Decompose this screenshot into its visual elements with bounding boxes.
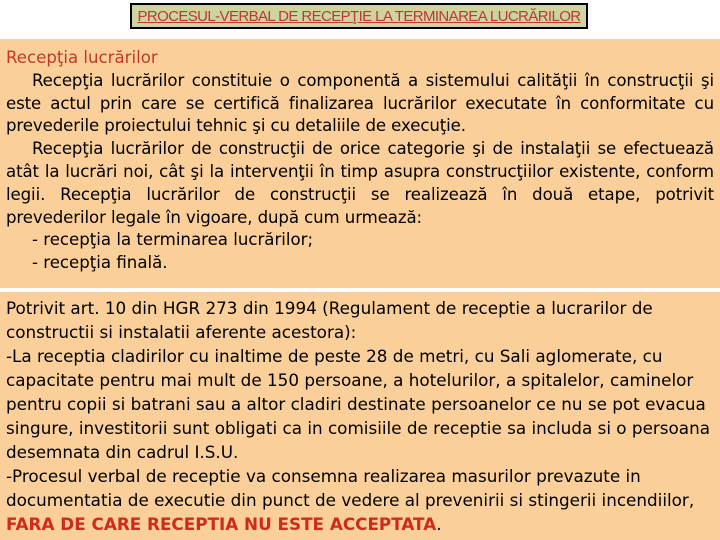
rule-end: . <box>436 514 442 534</box>
section-heading: Recepţia lucrărilor <box>6 48 158 67</box>
page-title: PROCESUL-VERBAL DE RECEPŢIE LA TERMINAREA LUCRĂRILOR <box>137 8 581 25</box>
regulation-rule-fire <box>6 464 714 536</box>
regulation-rule-isu: -La receptia cladirilor cu inaltime de peste 28 de metri, cu Sali aglomerate, cu capacitate pentru mai mult de 150 persoane, a hotelurilor, a spitalelor, caminelor pentru copii si batrani sau a altor cladiri destinate persoanelor ce nu se pot evacua singure, investitorii sunt obligati ca in comisiile de receptie sa includa si o persoana desemnata din cadrul I.S.U. <box>6 346 711 462</box>
list-item: - recepţia finală. <box>32 253 168 273</box>
regulation-section <box>0 292 720 540</box>
paragraph-stages-intro: Recepţia lucrărilor de construcţii de orice categorie şi de instalaţii se efectuează atât la lucrări noi, cât şi la intervenţii în timp asupra construcţiilor existente, conform legii. Recepţia lucrărilor de construcţii se realizează în două etape, potrivit prevederilor legale în vigoare, după cum urmează: <box>6 139 714 227</box>
emphasis-text: FARA DE CARE RECEPTIA NU ESTE ACCEPTATA <box>6 514 437 534</box>
rule-text: -Procesul verbal de receptie va consemna realizarea masurilor prevazute in documentatia de executie din punct de vedere al prevenirii si stingerii incendiilor, <box>6 466 695 510</box>
paragraph-definition: Recepţia lucrărilor constituie o componentă a sistemului calităţii în construcţii şi este actul prin care se certifică finalizarea lucrărilor executate în conformitate cu prevederile proiectului tehnic şi cu detaliile de execuţie. <box>6 70 714 136</box>
list-item: - recepţia la terminarea lucrărilor; <box>32 230 314 250</box>
regulation-intro: Potrivit art. 10 din HGR 273 din 1994 (Regulament de receptie a lucrarilor de constructii si instalatii aferente acestora): <box>6 298 653 342</box>
title-box <box>130 3 588 29</box>
reception-section <box>0 39 720 288</box>
